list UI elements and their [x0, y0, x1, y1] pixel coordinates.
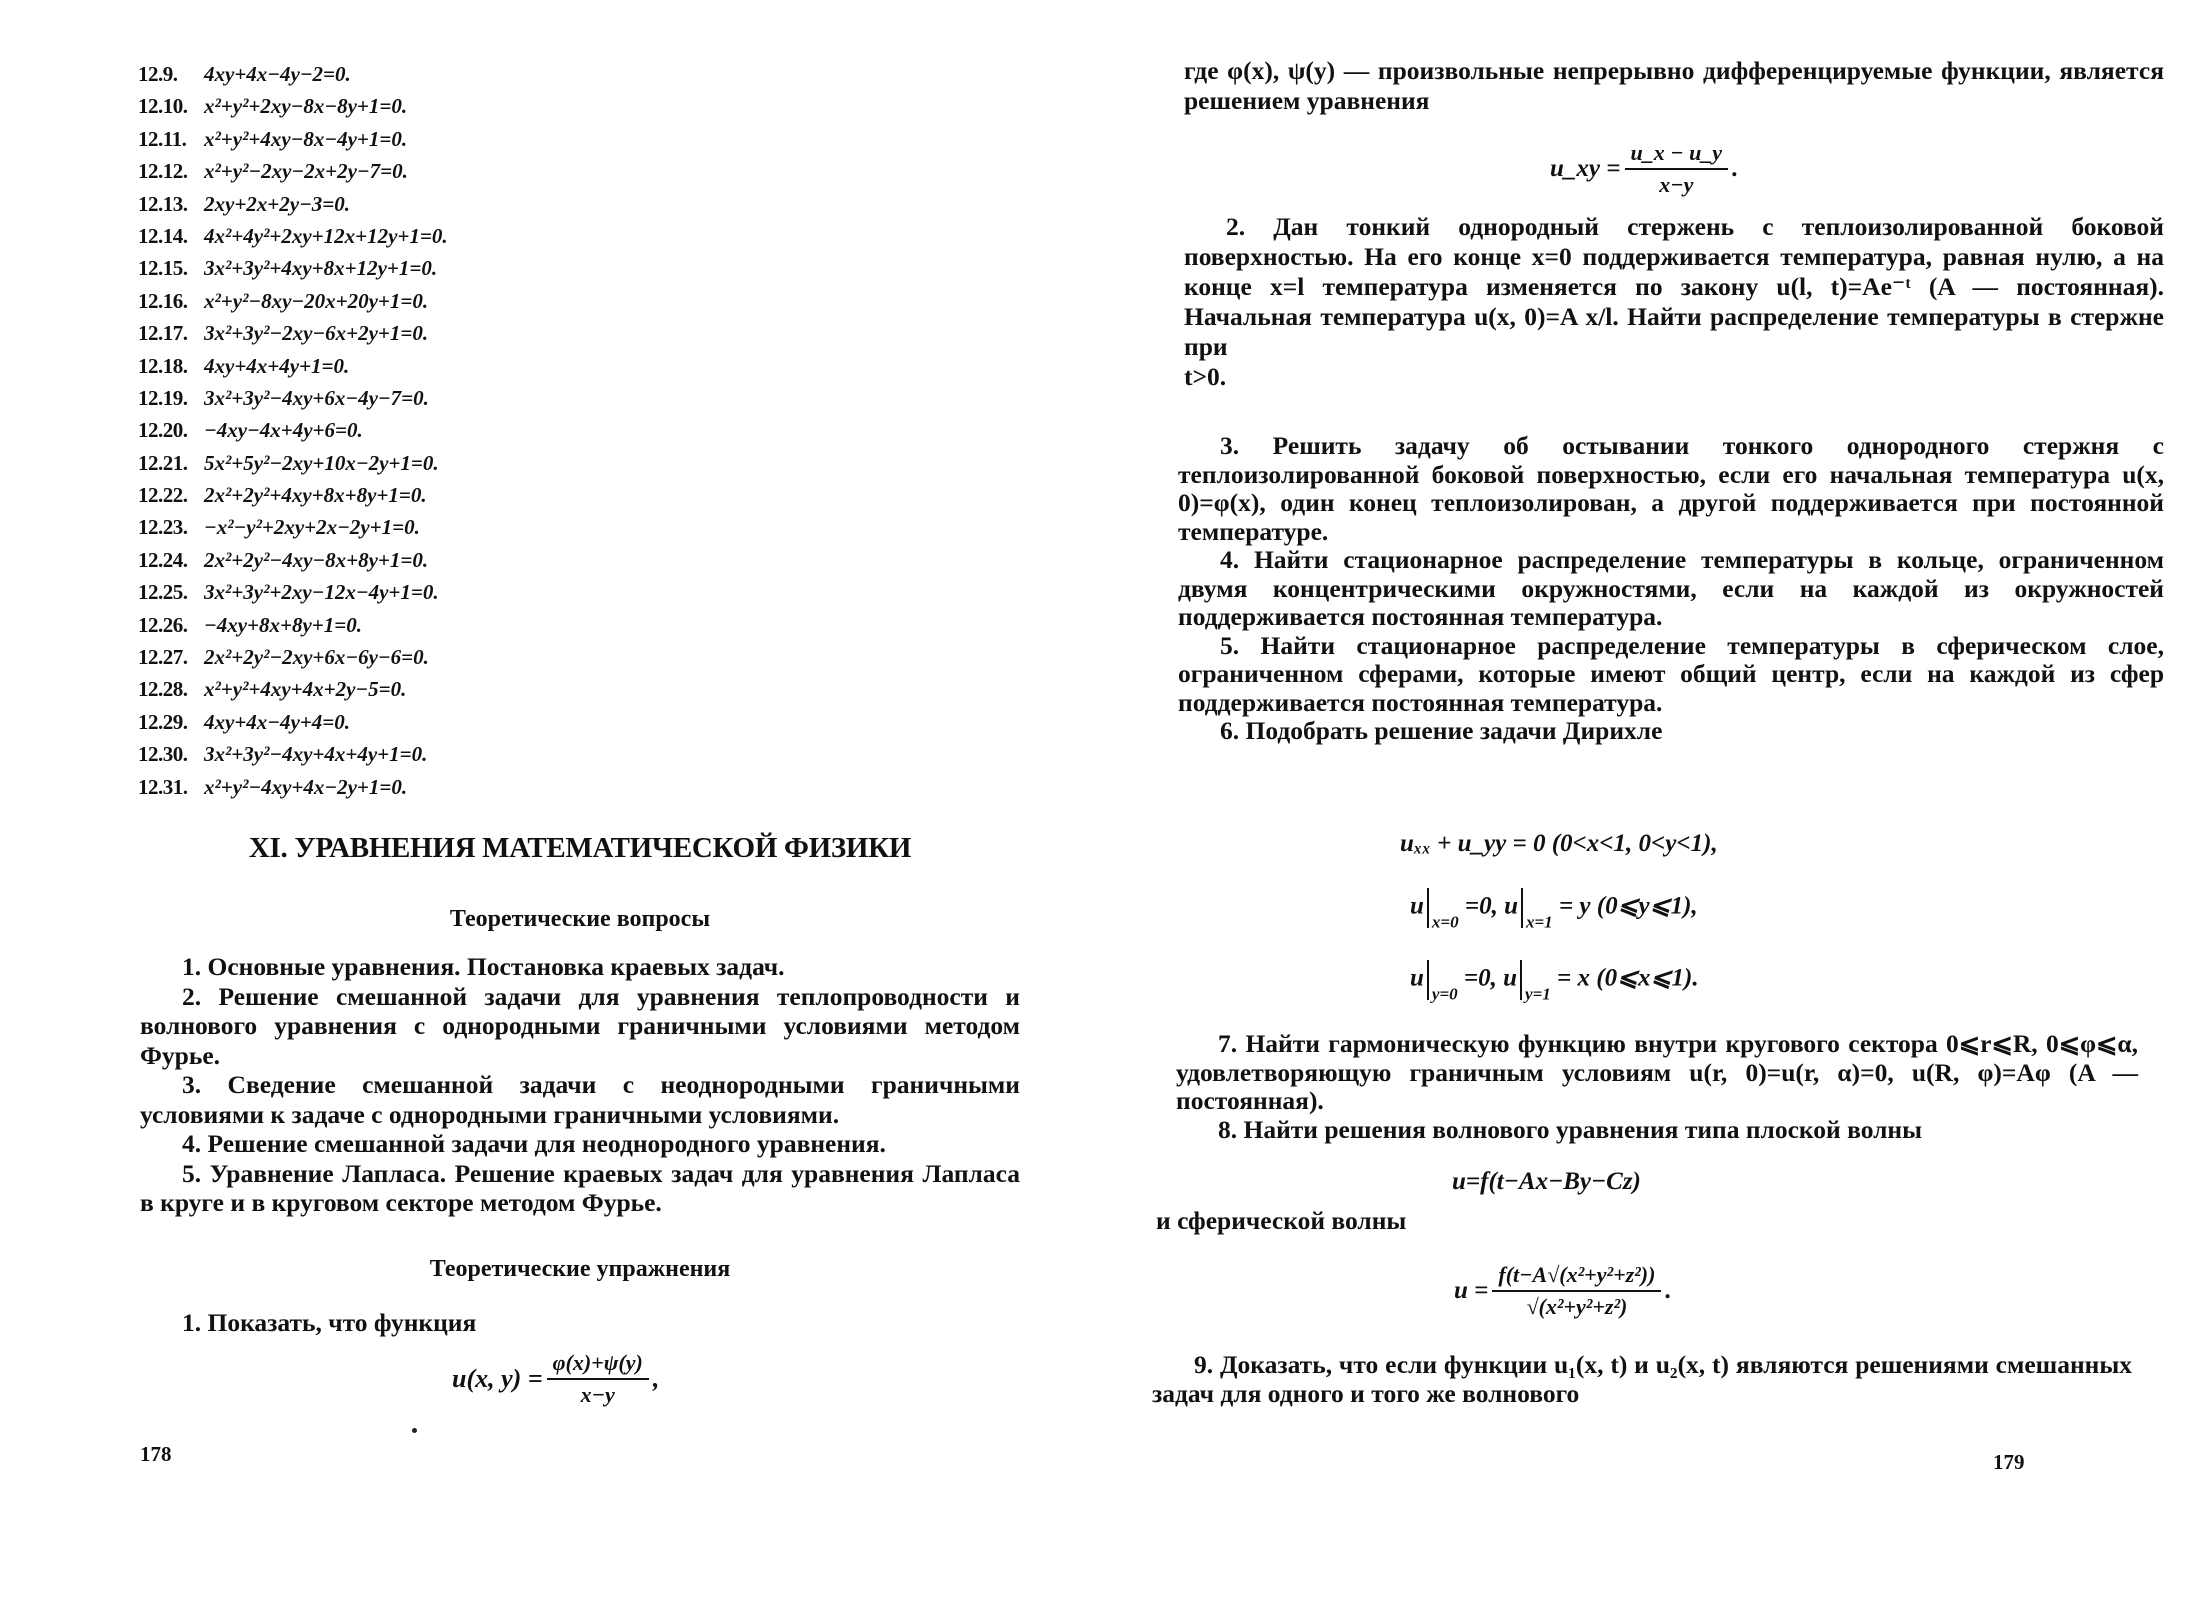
exercise-number: 12.25.	[138, 580, 188, 605]
formula-u-xy	[452, 1350, 659, 1408]
exercise-item	[138, 673, 838, 705]
theory-question: 1. Основные уравнения. Постановка краевых задач.	[182, 952, 785, 981]
right-page	[1100, 0, 2200, 1618]
exercise-equation: x²+y²+4xy+4x+2y−5=0.	[204, 677, 407, 702]
problems-3-6	[1178, 432, 2164, 746]
exercise-list	[138, 58, 838, 803]
problem-9	[1152, 1350, 2132, 1408]
exercise-equation: 2x²+2y²+4xy+8x+8y+1=0.	[204, 483, 427, 508]
exercise-item	[138, 479, 838, 511]
exercise-number: 12.22.	[138, 483, 188, 508]
eval-bar	[1520, 960, 1522, 1000]
exercise-1-text: 1. Показать, что функция	[182, 1308, 477, 1337]
exercise-equation: x²+y²+2xy−8x−8y+1=0.	[204, 94, 408, 119]
eq-uxy-denominator: x−y	[1659, 172, 1694, 197]
equation-6b	[1410, 888, 1698, 933]
exercise-item	[138, 220, 838, 252]
exercise-equation: x²+y²−2xy−2x+2y−7=0.	[204, 159, 408, 184]
eq8b-numerator: f(t−A√(x²+y²+z²))	[1492, 1262, 1661, 1292]
theory-questions-title: Теоретические вопросы	[449, 906, 711, 932]
exercise-number: 12.18.	[138, 353, 188, 378]
problem-2	[1184, 212, 2164, 392]
exercise-equation: 4xy+4x+4y+1=0.	[204, 353, 350, 378]
exercise-equation: 2x²+2y²−4xy−8x+8y+1=0.	[204, 547, 429, 572]
exercise-number: 12.30.	[138, 742, 188, 767]
exercise-number: 12.14.	[138, 223, 188, 248]
exercise-equation: x²+y²+4xy−8x−4y+1=0.	[204, 126, 408, 151]
exercise-number: 12.15.	[138, 256, 188, 281]
exercise-item	[138, 414, 838, 446]
exercise-item	[138, 252, 838, 284]
exercise-number: 12.27.	[138, 645, 188, 670]
eval-bar	[1521, 888, 1523, 928]
exercise-number: 12.24.	[138, 547, 188, 572]
equation-8: u=f(t−Ax−By−Cz)	[1452, 1168, 1641, 1195]
exercise-item	[138, 317, 838, 349]
exercise-number: 12.13.	[138, 191, 188, 216]
exercise-number: 12.19.	[138, 385, 188, 410]
intro-text	[1184, 56, 2164, 115]
problem-8b-text: и сферической волны	[1156, 1206, 1407, 1235]
exercise-item	[138, 511, 838, 543]
eq6b-end: = y (0⩽y⩽1),	[1558, 892, 1698, 920]
exercise-equation: 4xy+4x−4y+4=0.	[204, 709, 351, 734]
eq8b-lhs: u =	[1454, 1277, 1489, 1304]
formula-denominator: x−y	[580, 1382, 615, 1407]
exercise-equation: 3x²+3y²+2xy−12x−4y+1=0.	[204, 580, 439, 605]
exercise-equation: 3x²+3y²+4xy+8x+12y+1=0.	[204, 256, 438, 281]
exercise-item	[138, 350, 838, 382]
exercise-equation: −x²−y²+2xy+2x−2y+1=0.	[204, 515, 420, 540]
equation-6c	[1410, 960, 1699, 1005]
exercise-number: 12.28.	[138, 677, 188, 702]
formula-numerator: φ(x)+ψ(y)	[547, 1350, 649, 1380]
exercise-equation: 2x²+2y²−2xy+6x−6y−6=0.	[204, 645, 429, 670]
exercise-equation: −4xy+8x+8y+1=0.	[204, 612, 362, 637]
problem-2-text: 2. Дан тонкий однородный стержень с теплоизолированной боковой поверхностью. На его конце x=0 поддерживается температура, равная нулю, а на конце x=l температура изменяется по закону u(l, t)=Ae⁻ᵗ (A — постоянная). Начальная температура u(x, 0)=A x/l. Найти распределение температуры в стержне при	[1184, 212, 2164, 361]
exercise-equation: −4xy−4x+4y+6=0.	[204, 418, 363, 443]
eq-uxy-fraction	[1625, 140, 1729, 198]
exercise-item	[138, 641, 838, 673]
theory-questions	[140, 952, 1020, 1218]
exercise-equation: 5x²+5y²−2xy+10x−2y+1=0.	[204, 450, 439, 475]
eval-bar	[1427, 960, 1429, 1000]
problem-6-text: 6. Подобрать решение задачи Дирихле	[1220, 716, 1663, 745]
eq8b-end: .	[1665, 1277, 1672, 1304]
problems-7-8	[1176, 1030, 2138, 1144]
exercise-item	[138, 90, 838, 122]
exercise-number: 12.10.	[138, 94, 188, 119]
exercise-item	[138, 285, 838, 317]
page-number-left: 178	[140, 1442, 172, 1466]
formula-fraction	[547, 1350, 649, 1408]
theory-question: 3. Сведение смешанной задачи с неоднородными граничными условиями к задаче с однородными граничными условиями.	[140, 1070, 1020, 1129]
eq8b-fraction	[1492, 1262, 1661, 1320]
problem-3-text: 3. Решить задачу об остывании тонкого однородного стержня с теплоизолированной боковой поверхностью, если его начальная температура u(x, 0)=φ(x), один конец теплоизолирован, а другой поддерживается при постоянной температуре.	[1178, 431, 2164, 546]
formula-end: ,	[652, 1364, 660, 1393]
intro-paragraph: где φ(x), ψ(y) — произвольные непрерывно дифференцируемые функции, является решением уравнения	[1184, 56, 2164, 115]
problem-4-text: 4. Найти стационарное распределение температуры в кольце, ограниченном двумя концентрическими окружностями, если на каждой из окружностей поддерживается постоянная температура.	[1178, 545, 2164, 631]
exercise-equation: 3x²+3y²−2xy−6x+2y+1=0.	[204, 321, 429, 346]
exercise-number: 12.20.	[138, 418, 188, 443]
exercise-number: 12.9.	[138, 62, 178, 86]
exercise-number: 12.23.	[138, 515, 188, 540]
eq6c-end: = x (0⩽x⩽1).	[1557, 964, 1699, 992]
problem-9-text: 9. Доказать, что если функции u₁(x, t) и u₂(x, t) являются решениями смешанных задач для одного и того же волнового	[1152, 1350, 2132, 1408]
exercise-item	[138, 155, 838, 187]
eq6c-sub1: y=0	[1431, 984, 1458, 1004]
exercise-number: 12.17.	[138, 321, 188, 346]
exercise-number: 12.29.	[138, 709, 188, 734]
exercise-item	[138, 544, 838, 576]
eq6b-u1: u	[1410, 892, 1424, 920]
theory-question: 4. Решение смешанной задачи для неоднородного уравнения.	[182, 1129, 886, 1158]
exercise-item	[138, 609, 838, 641]
eq6c-mid: =0, u	[1463, 964, 1518, 992]
formula-lhs: u(x, y) =	[452, 1364, 543, 1393]
eq6b-sub2: x=1	[1526, 912, 1553, 932]
exercise-item	[138, 58, 838, 90]
problem-8-text: 8. Найти решения волнового уравнения типа плоской волны	[1218, 1114, 1923, 1144]
exercise-number: 12.11.	[138, 126, 187, 151]
exercise-item	[138, 706, 838, 738]
exercise-number: 12.16.	[138, 288, 188, 313]
exercise-equation: 4x²+4y²+2xy+12x+12y+1=0.	[204, 223, 448, 248]
problem-7-text: 7. Найти гармоническую функцию внутри кругового сектора 0⩽r⩽R, 0⩽φ⩽α, удовлетворяющую граничным условиям u(r, 0)=u(r, α)=0, u(R, φ)=Aφ (A — постоянная).	[1176, 1029, 2138, 1115]
chapter-title: XI. УРАВНЕНИЯ МАТЕМАТИЧЕСКОЙ ФИЗИКИ	[248, 832, 912, 864]
exercise-number: 12.12.	[138, 159, 188, 184]
exercise-item	[138, 447, 838, 479]
exercise-equation: 3x²+3y²−4xy+6x−4y−7=0.	[204, 385, 429, 410]
theory-question: 2. Решение смешанной задачи для уравнения теплопроводности и волнового уравнения с однородными граничными условиями методом Фурье.	[140, 981, 1020, 1070]
problem-5-text: 5. Найти стационарное распределение температуры в сферическом слое, ограниченном сферами, которые имеют общий центр, если на каждой из сфер поддерживается постоянная температура.	[1178, 630, 2164, 717]
theory-exercises-title: Теоретические упражнения	[429, 1256, 731, 1282]
exercise-item	[138, 738, 838, 770]
eq6c-sub2: y=1	[1525, 984, 1551, 1004]
exercise-item	[138, 771, 838, 803]
exercise-item	[138, 382, 838, 414]
exercise-equation: 2xy+2x+2y−3=0.	[204, 191, 351, 216]
exercise-equation: x²+y²−8xy−20x+20y+1=0.	[204, 288, 429, 313]
exercise-item	[138, 188, 838, 220]
eq-uxy-lhs: u_xy =	[1550, 155, 1621, 182]
eval-bar	[1427, 888, 1429, 928]
exercise-number: 12.26.	[138, 612, 188, 637]
eq6b-mid: =0, u	[1464, 892, 1518, 920]
problem-2-tail: t>0.	[1184, 362, 1227, 391]
page-number-right: 179	[1993, 1450, 2025, 1474]
theory-question: 5. Уравнение Лапласа. Решение краевых задач для уравнения Лапласа в круге и в круговом секторе методом Фурье.	[140, 1158, 1020, 1217]
eq8b-denominator: √(x²+y²+z²)	[1526, 1294, 1628, 1319]
exercise-number: 12.31.	[138, 774, 188, 799]
eq6b-sub1: x=0	[1431, 912, 1459, 932]
exercise-item	[138, 123, 838, 155]
exercise-equation: x²+y²−4xy+4x−2y+1=0.	[204, 774, 408, 799]
problem-8-continuation	[1156, 1206, 2056, 1236]
eq6c-u1: u	[1410, 964, 1424, 992]
eq-uxy-end: .	[1732, 155, 1739, 182]
equation-uxy	[1550, 140, 1738, 198]
exercise-item	[138, 576, 838, 608]
equation-8b	[1454, 1262, 1672, 1320]
print-speck	[412, 1428, 417, 1433]
eq-uxy-numerator: u_x − u_y	[1625, 140, 1729, 170]
exercise-number: 12.21.	[138, 450, 188, 475]
exercise-equation: 4xy+4x−4y−2=0.	[204, 62, 351, 86]
equation-6a: uₓₓ + u_yy = 0 (0<x<1, 0<y<1),	[1400, 830, 1718, 857]
exercise-equation: 3x²+3y²−4xy+4x+4y+1=0.	[204, 742, 428, 767]
